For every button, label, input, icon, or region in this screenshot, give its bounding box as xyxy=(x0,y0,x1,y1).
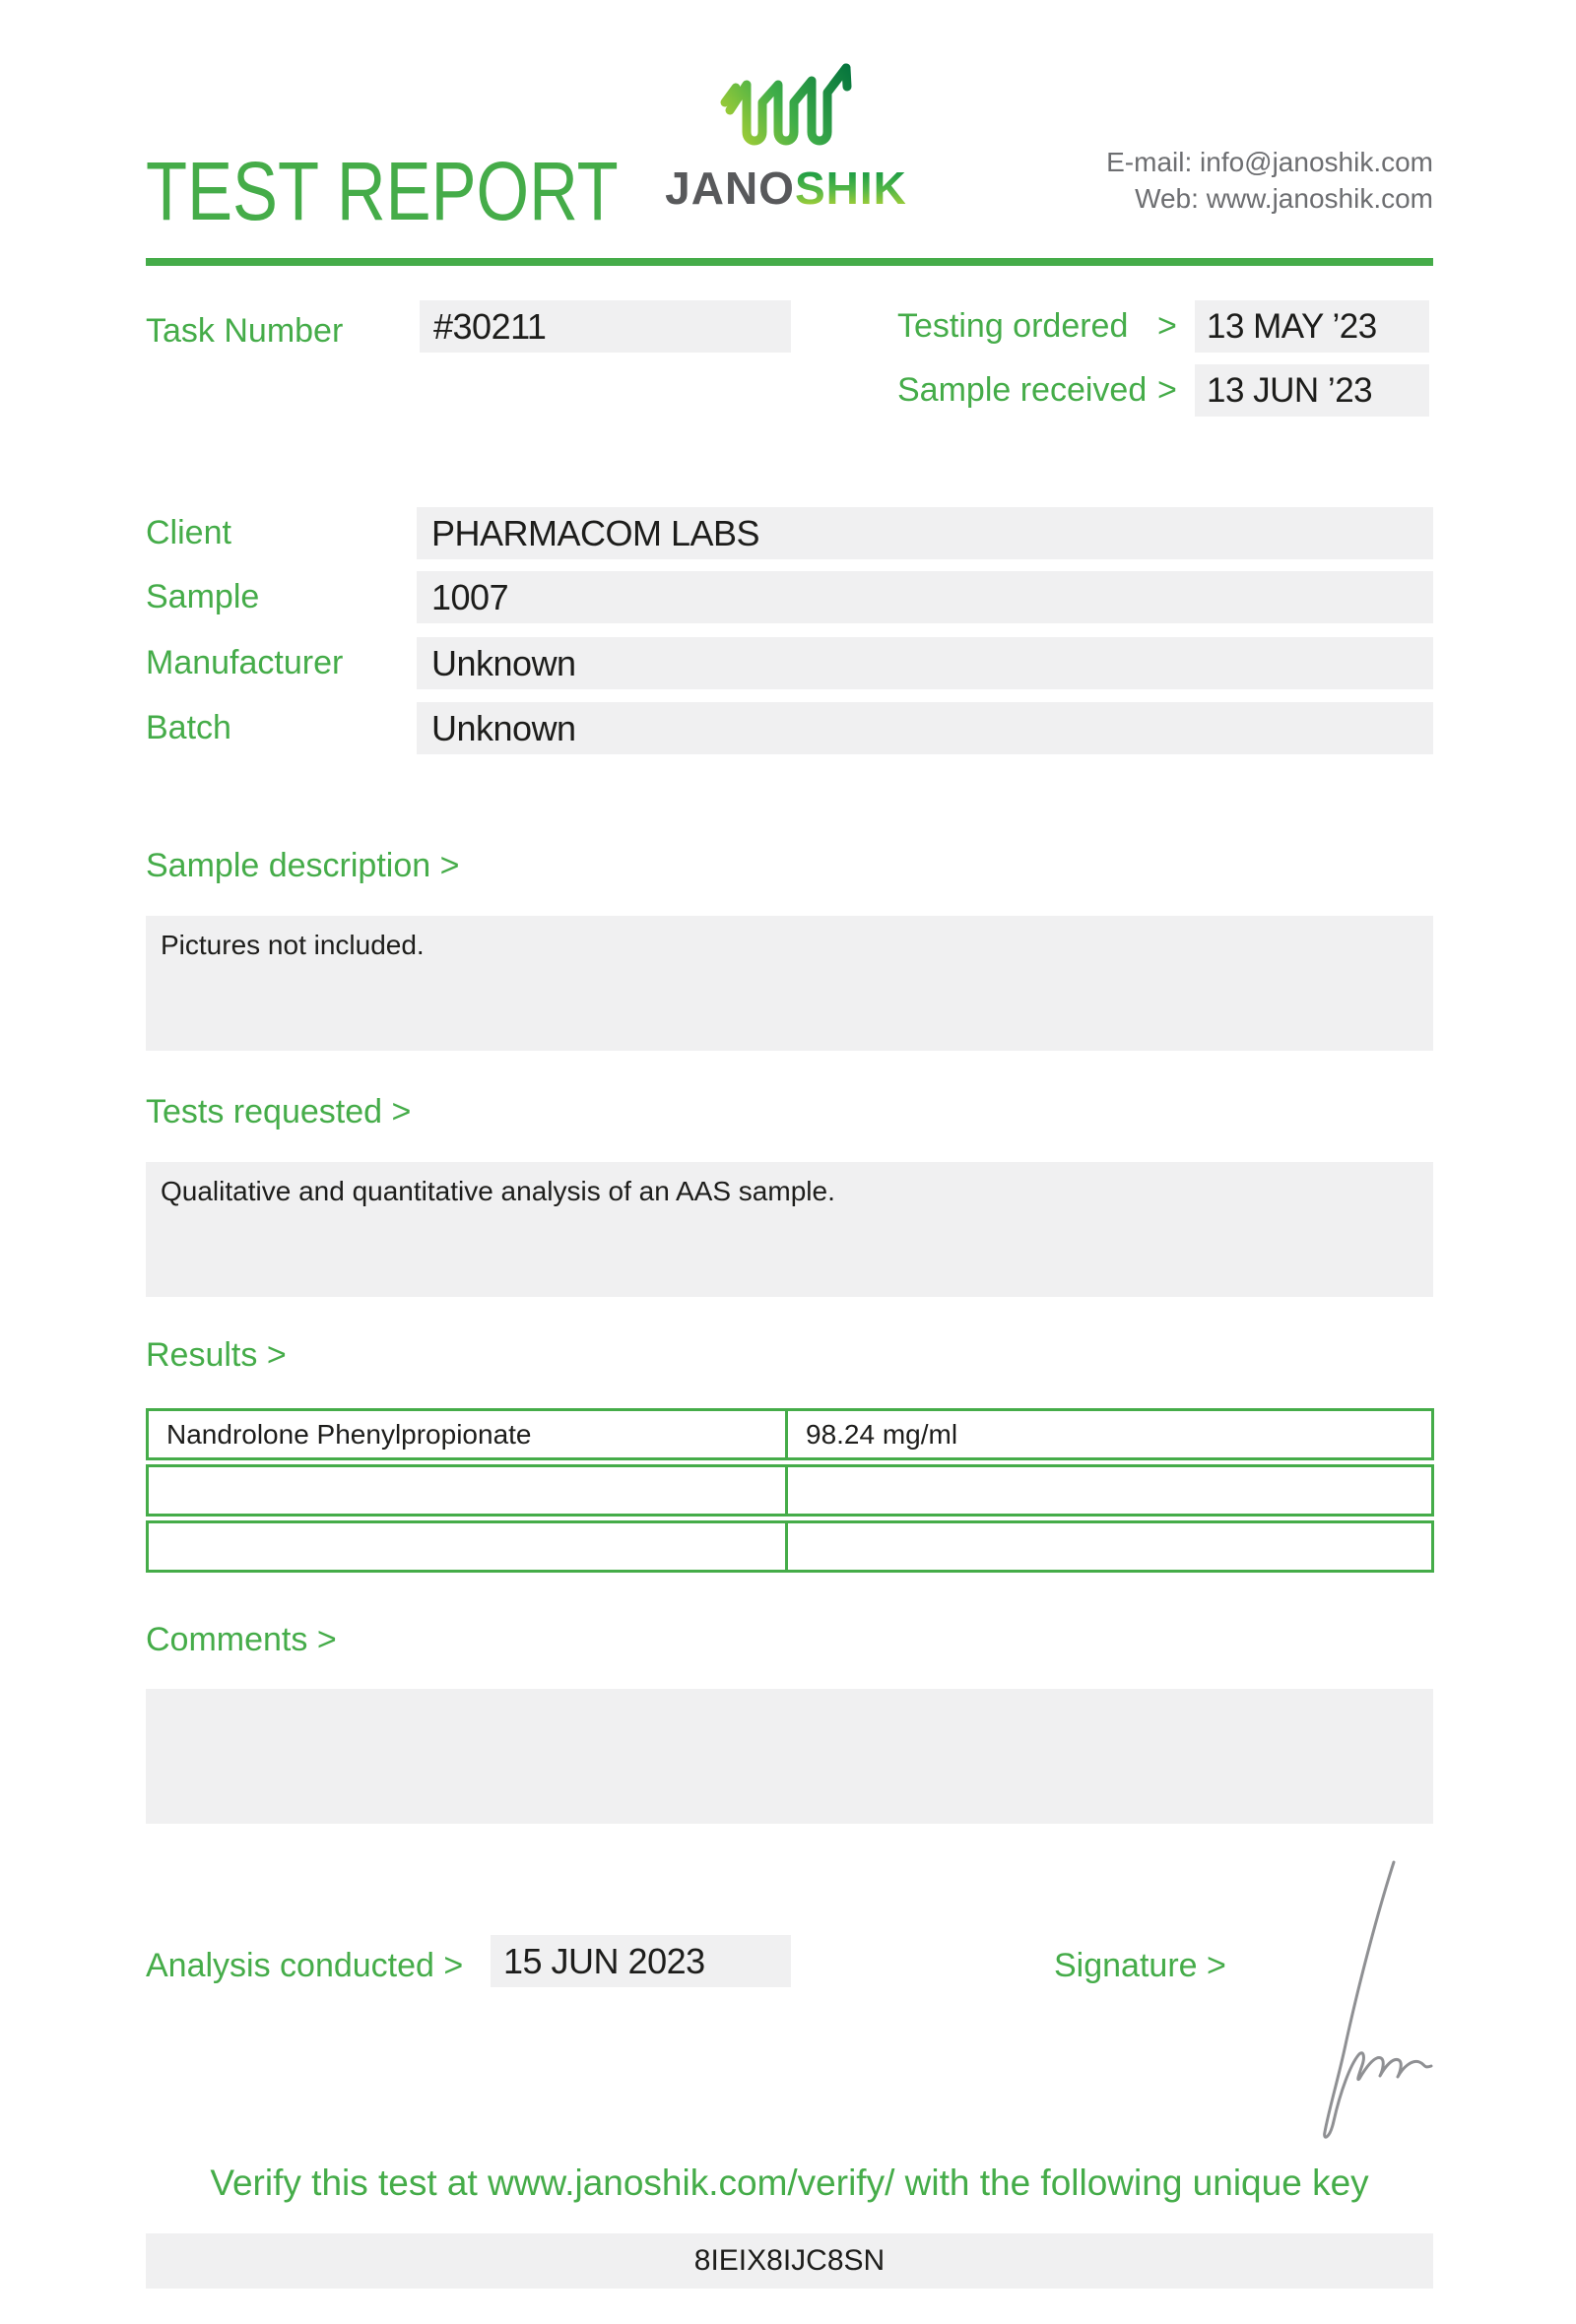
task-number-label: Task Number xyxy=(146,312,344,350)
table-row xyxy=(146,1520,1434,1573)
result-value-cell xyxy=(788,1464,1434,1517)
comments-box xyxy=(146,1689,1433,1824)
contact-web: Web: www.janoshik.com xyxy=(1135,183,1433,214)
brand-suffix: SHIK xyxy=(794,162,907,214)
sample-received-label: Sample received xyxy=(897,371,1148,409)
header-divider xyxy=(146,258,1433,266)
page-title: TEST REPORT xyxy=(146,145,619,237)
verify-instruction: Verify this test at www.janoshik.com/verify/ with the following unique key xyxy=(210,2163,1369,2203)
result-substance-cell xyxy=(146,1464,788,1517)
sample-received-value: 13 JUN ’23 xyxy=(1195,364,1429,417)
result-substance-cell: Nandrolone Phenylpropionate xyxy=(146,1408,788,1460)
testing-ordered-label: Testing ordered xyxy=(897,307,1129,345)
tests-requested-box: Qualitative and quantitative analysis of an AAS sample. xyxy=(146,1162,1433,1297)
handwritten-signature-icon xyxy=(1276,1856,1438,2142)
chart-arrow-icon xyxy=(712,61,860,160)
client-value: PHARMACOM LABS xyxy=(417,507,1433,559)
brand-text xyxy=(658,161,914,215)
sample-description-heading: Sample description > xyxy=(146,847,460,884)
results-table xyxy=(146,1408,1434,1577)
contact-email: E-mail: info@janoshik.com xyxy=(1106,147,1433,177)
sample-label: Sample xyxy=(146,578,260,615)
manufacturer-value: Unknown xyxy=(417,637,1433,689)
result-value-cell xyxy=(788,1520,1434,1573)
sample-description-box: Pictures not included. xyxy=(146,916,1433,1051)
sample-received-arrow: > xyxy=(1157,371,1177,409)
unique-key-value: 8IEIX8IJC8SN xyxy=(146,2233,1433,2289)
brand-logo xyxy=(658,61,914,215)
batch-value: Unknown xyxy=(417,702,1433,754)
result-substance-cell xyxy=(146,1520,788,1573)
manufacturer-label: Manufacturer xyxy=(146,644,344,681)
results-heading: Results > xyxy=(146,1336,287,1374)
analysis-conducted-value: 15 JUN 2023 xyxy=(491,1935,791,1987)
result-value-cell: 98.24 mg/ml xyxy=(788,1408,1434,1460)
tests-requested-heading: Tests requested > xyxy=(146,1093,412,1130)
signature-label: Signature > xyxy=(1054,1947,1226,1984)
testing-ordered-value: 13 MAY ’23 xyxy=(1195,300,1429,353)
testing-ordered-arrow: > xyxy=(1157,307,1177,345)
client-label: Client xyxy=(146,514,231,551)
task-number-value: #30211 xyxy=(420,300,791,353)
sample-value: 1007 xyxy=(417,571,1433,623)
signature-image xyxy=(1276,1856,1438,2147)
analysis-conducted-label: Analysis conducted > xyxy=(146,1947,464,1984)
table-row xyxy=(146,1408,1434,1460)
brand-prefix: JANO xyxy=(665,162,795,214)
batch-label: Batch xyxy=(146,709,231,746)
comments-heading: Comments > xyxy=(146,1621,337,1658)
table-row xyxy=(146,1464,1434,1517)
contact-block xyxy=(1106,144,1433,217)
